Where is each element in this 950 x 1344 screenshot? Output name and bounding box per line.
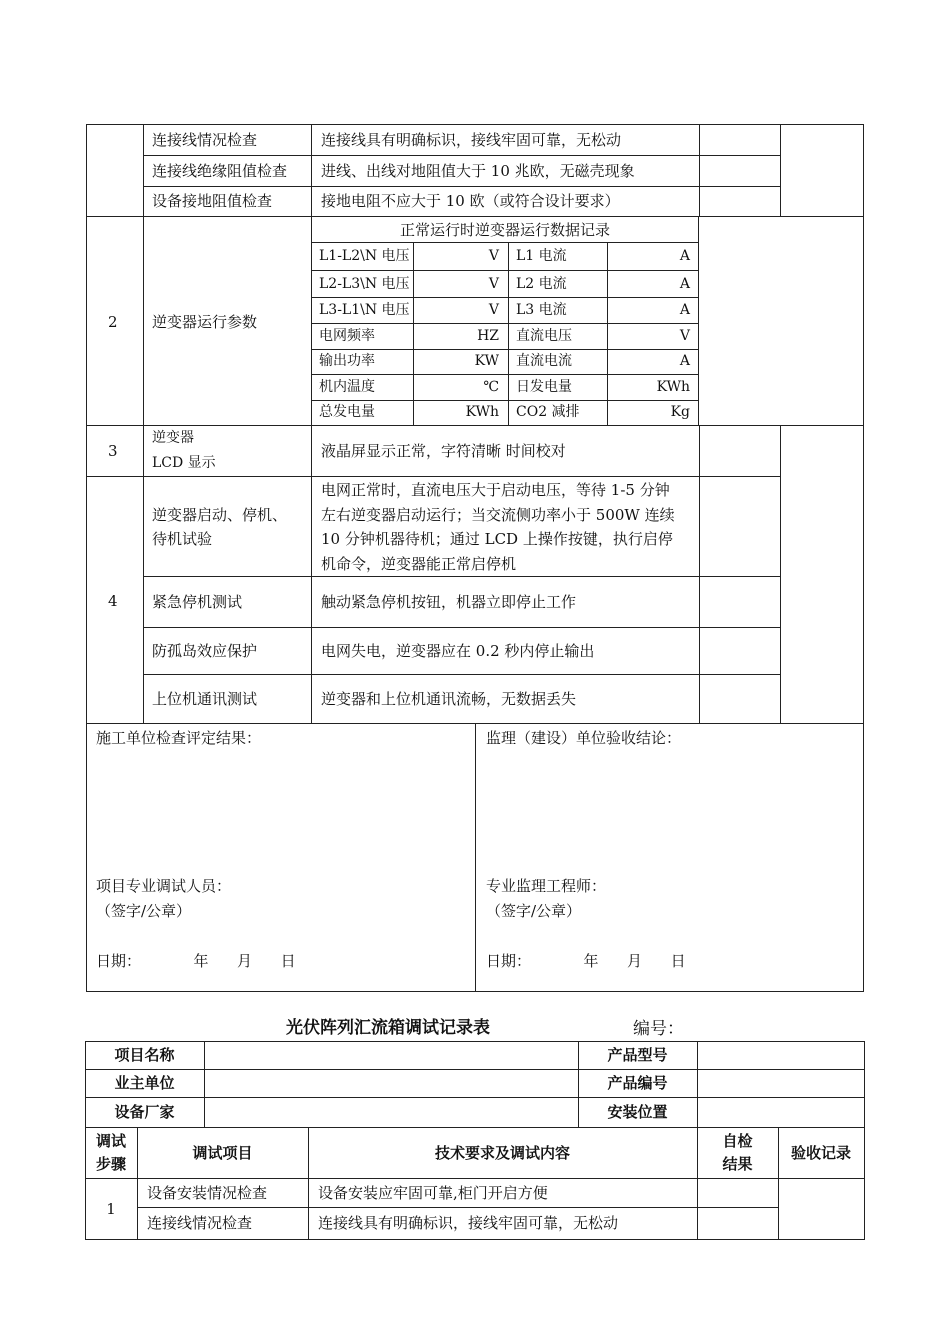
anti-island-item: 防孤岛效应保护 [152, 642, 258, 660]
project-name-label: 项目名称 [114, 1046, 175, 1064]
manufacturer-field[interactable] [205, 1098, 577, 1127]
param-unit: ℃ [483, 379, 499, 395]
param-unit: KW [474, 353, 499, 369]
owner-unit-label: 业主单位 [114, 1074, 175, 1092]
startup-content-line: 电网正常时，直流电压大于启动电压，等待 1-5 分钟 [321, 481, 670, 499]
col-step-line1: 调试 [95, 1132, 126, 1150]
insulation-check-content: 进线、出线对地阻值大于 10 兆欧，无磁壳现象 [321, 162, 635, 180]
step-3-number: 3 [108, 442, 118, 460]
contractor-signature: （签字/公章） [96, 902, 192, 920]
comm-test-content: 逆变器和上位机通讯流畅，无数据丢失 [321, 690, 577, 708]
col-acceptance-record: 验收记录 [790, 1144, 851, 1162]
param-label: L3 电流 [516, 302, 567, 318]
param-label: L1-L2\N 电压 [319, 248, 410, 264]
step-2-number: 2 [108, 313, 118, 331]
startup-item-line2: 待机试验 [152, 530, 213, 548]
param-unit: V [488, 276, 499, 292]
param-label: 直流电流 [516, 353, 572, 369]
col-self-check-line2: 结果 [722, 1155, 753, 1173]
supervisor-signature: （签字/公章） [486, 902, 582, 920]
param-unit: A [679, 276, 690, 292]
startup-content-line: 机命令，逆变器能正常启停机 [321, 555, 517, 573]
param-unit: KWh [656, 379, 690, 395]
record-title: 正常运行时逆变器运行数据记录 [399, 221, 610, 239]
step-1-number: 1 [106, 1200, 116, 1218]
step-4-number: 4 [108, 592, 118, 610]
lcd-content: 液晶屏显示正常，字符清晰 时间校对 [321, 442, 566, 460]
install-check-content: 设备安装应牢固可靠,柜门开启方便 [318, 1184, 548, 1202]
param-unit: A [679, 248, 690, 264]
comm-test-item: 上位机通讯测试 [152, 690, 258, 708]
contractor-result-title: 施工单位检查评定结果： [96, 729, 262, 747]
combiner-box-form-title: 光伏阵列汇流箱调试记录表 [286, 1018, 490, 1038]
install-location-field[interactable] [698, 1098, 863, 1127]
param-label: L2 电流 [516, 276, 567, 292]
conn-check-content-2: 连接线具有明确标识，接线牢固可靠，无松动 [318, 1214, 619, 1232]
param-label: L3-L1\N 电压 [319, 302, 410, 318]
install-check-item: 设备安装情况检查 [147, 1184, 268, 1202]
contractor-date: 日期： 年 月 日 [96, 952, 296, 970]
lcd-item-line2: LCD 显示 [152, 455, 216, 471]
product-model-field[interactable] [698, 1042, 863, 1069]
ground-check-item: 设备接地阻值检查 [152, 192, 273, 210]
param-label: 输出功率 [319, 353, 375, 369]
install-location-label: 安装位置 [607, 1103, 668, 1121]
col-test-item: 调试项目 [192, 1144, 253, 1162]
supervisor-date: 日期： 年 月 日 [486, 952, 686, 970]
product-number-field[interactable] [698, 1070, 863, 1097]
supervisor-person-label: 专业监理工程师： [486, 877, 607, 895]
param-unit: V [679, 328, 690, 344]
col-tech-requirements: 技术要求及调试内容 [434, 1144, 570, 1162]
startup-content-line: 左右逆变器启动运行；当交流侧功率小于 500W 连续 [321, 506, 675, 524]
param-label: L1 电流 [516, 248, 567, 264]
conn-check-item-2: 连接线情况检查 [147, 1214, 253, 1232]
insulation-check-item: 连接线绝缘阻值检查 [152, 162, 288, 180]
owner-unit-field[interactable] [205, 1070, 577, 1097]
col-step-line2: 步骤 [95, 1155, 126, 1173]
conn-check-item: 连接线情况检查 [152, 131, 258, 149]
project-name-field[interactable] [205, 1042, 577, 1069]
anti-island-content: 电网失电，逆变器应在 0.2 秒内停止输出 [321, 642, 595, 660]
param-unit: KWh [465, 404, 499, 420]
product-model-label: 产品型号 [607, 1046, 668, 1064]
param-label: 机内温度 [319, 379, 375, 395]
startup-item-line1: 逆变器启动、停机、 [152, 506, 288, 524]
lcd-item-line1: 逆变器 [152, 430, 194, 446]
product-number-label: 产品编号 [607, 1074, 668, 1092]
manufacturer-label: 设备厂家 [114, 1103, 175, 1121]
param-label: CO2 减排 [516, 404, 580, 420]
param-unit: A [679, 302, 690, 318]
col-self-check-line1: 自检 [722, 1132, 753, 1150]
param-label: 总发电量 [319, 404, 375, 420]
param-label: L2-L3\N 电压 [319, 276, 410, 292]
form-number-label: 编号： [633, 1019, 684, 1039]
param-unit: V [488, 248, 499, 264]
inverter-params-item: 逆变器运行参数 [152, 313, 258, 331]
estop-item: 紧急停机测试 [152, 593, 243, 611]
contractor-person-label: 项目专业调试人员： [96, 877, 232, 895]
param-label: 电网频率 [319, 328, 375, 344]
param-unit: HZ [477, 328, 499, 344]
startup-content-line: 10 分钟机器待机；通过 LCD 上操作按键，执行启停 [321, 530, 673, 548]
param-unit: A [679, 353, 690, 369]
conn-check-content: 连接线具有明确标识，接线牢固可靠，无松动 [321, 131, 622, 149]
supervisor-conclusion-title: 监理（建设）单位验收结论： [486, 729, 682, 747]
param-label: 日发电量 [516, 379, 572, 395]
ground-check-content: 接地电阻不应大于 10 欧（或符合设计要求） [321, 192, 620, 210]
param-unit: Kg [670, 404, 690, 420]
param-label: 直流电压 [516, 328, 572, 344]
param-unit: V [488, 302, 499, 318]
estop-content: 触动紧急停机按钮，机器立即停止工作 [321, 593, 577, 611]
